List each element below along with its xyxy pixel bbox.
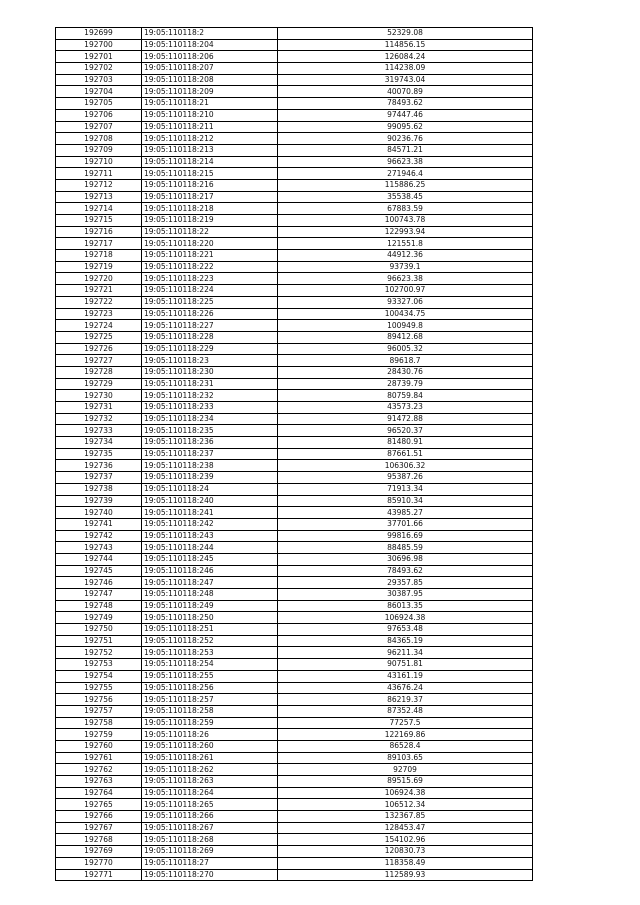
table-row	[56, 518, 533, 530]
cadastral-code-cell: 19:05:110118:213	[142, 144, 278, 156]
table-row	[56, 624, 533, 636]
table-row	[56, 261, 533, 273]
row-number-cell: 192719	[56, 261, 142, 273]
value-cell: 100743.78	[278, 215, 533, 227]
row-number-cell: 192751	[56, 635, 142, 647]
table-row	[56, 729, 533, 741]
row-number-cell: 192766	[56, 811, 142, 823]
cadastral-code-cell: 19:05:110118:244	[142, 542, 278, 554]
value-cell: 118358.49	[278, 857, 533, 869]
value-cell: 90751.81	[278, 659, 533, 671]
value-cell: 93327.06	[278, 296, 533, 308]
cadastral-code-cell: 19:05:110118:217	[142, 191, 278, 203]
row-number-cell: 192756	[56, 694, 142, 706]
row-number-cell: 192733	[56, 425, 142, 437]
table-row	[56, 156, 533, 168]
table-row	[56, 121, 533, 133]
cadastral-code-cell: 19:05:110118:211	[142, 121, 278, 133]
table-row	[56, 659, 533, 671]
cadastral-code-cell: 19:05:110118:224	[142, 285, 278, 297]
cadastral-code-cell: 19:05:110118:246	[142, 565, 278, 577]
table-row	[56, 51, 533, 63]
value-cell: 97447.46	[278, 109, 533, 121]
table-row	[56, 331, 533, 343]
value-cell: 122993.94	[278, 226, 533, 238]
table-row	[56, 717, 533, 729]
value-cell: 77257.5	[278, 717, 533, 729]
cadastral-code-cell: 19:05:110118:220	[142, 238, 278, 250]
table-row	[56, 705, 533, 717]
table-row	[56, 273, 533, 285]
value-cell: 78493.62	[278, 98, 533, 110]
row-number-cell: 192702	[56, 63, 142, 75]
row-number-cell: 192743	[56, 542, 142, 554]
row-number-cell: 192759	[56, 729, 142, 741]
cadastral-code-cell: 19:05:110118:209	[142, 86, 278, 98]
table-row	[56, 740, 533, 752]
value-cell: 88485.59	[278, 542, 533, 554]
cadastral-code-cell: 19:05:110118:245	[142, 553, 278, 565]
cadastral-code-cell: 19:05:110118:253	[142, 647, 278, 659]
cadastral-code-cell: 19:05:110118:247	[142, 577, 278, 589]
cadastral-code-cell: 19:05:110118:216	[142, 179, 278, 191]
table-row	[56, 413, 533, 425]
row-number-cell: 192753	[56, 659, 142, 671]
row-number-cell: 192703	[56, 74, 142, 86]
cadastral-code-cell: 19:05:110118:210	[142, 109, 278, 121]
table-row	[56, 320, 533, 332]
cadastral-code-cell: 19:05:110118:267	[142, 822, 278, 834]
cadastral-code-cell: 19:05:110118:228	[142, 331, 278, 343]
table-row	[56, 507, 533, 519]
cadastral-code-cell: 19:05:110118:252	[142, 635, 278, 647]
value-cell: 92709	[278, 764, 533, 776]
cadastral-code-cell: 19:05:110118:241	[142, 507, 278, 519]
cadastral-code-cell: 19:05:110118:250	[142, 612, 278, 624]
table-row	[56, 647, 533, 659]
row-number-cell: 192732	[56, 413, 142, 425]
row-number-cell: 192746	[56, 577, 142, 589]
row-number-cell: 192707	[56, 121, 142, 133]
value-cell: 120830.73	[278, 846, 533, 858]
value-cell: 67883.59	[278, 203, 533, 215]
row-number-cell: 192717	[56, 238, 142, 250]
table-row	[56, 390, 533, 402]
table-row	[56, 378, 533, 390]
table-row	[56, 296, 533, 308]
value-cell: 86219.37	[278, 694, 533, 706]
row-number-cell: 192735	[56, 448, 142, 460]
cadastral-code-cell: 19:05:110118:2	[142, 28, 278, 40]
row-number-cell: 192748	[56, 600, 142, 612]
cadastral-code-cell: 19:05:110118:234	[142, 413, 278, 425]
table-row	[56, 752, 533, 764]
row-number-cell: 192711	[56, 168, 142, 180]
table-row	[56, 834, 533, 846]
table-row	[56, 133, 533, 145]
row-number-cell: 192767	[56, 822, 142, 834]
table-row	[56, 483, 533, 495]
cadastral-code-cell: 19:05:110118:229	[142, 343, 278, 355]
row-number-cell: 192710	[56, 156, 142, 168]
table-row	[56, 238, 533, 250]
table-row	[56, 144, 533, 156]
cadastral-code-cell: 19:05:110118:258	[142, 705, 278, 717]
cadastral-code-cell: 19:05:110118:206	[142, 51, 278, 63]
row-number-cell: 192770	[56, 857, 142, 869]
cadastral-code-cell: 19:05:110118:270	[142, 869, 278, 881]
value-cell: 89103.65	[278, 752, 533, 764]
cadastral-code-cell: 19:05:110118:255	[142, 670, 278, 682]
value-cell: 86528.4	[278, 740, 533, 752]
row-number-cell: 192704	[56, 86, 142, 98]
value-cell: 96623.38	[278, 156, 533, 168]
row-number-cell: 192726	[56, 343, 142, 355]
value-cell: 87661.51	[278, 448, 533, 460]
value-cell: 99095.62	[278, 121, 533, 133]
table-row	[56, 553, 533, 565]
value-cell: 81480.91	[278, 437, 533, 449]
value-cell: 95387.26	[278, 472, 533, 484]
row-number-cell: 192730	[56, 390, 142, 402]
table-row	[56, 799, 533, 811]
cadastral-code-cell: 19:05:110118:26	[142, 729, 278, 741]
value-cell: 52329.08	[278, 28, 533, 40]
value-cell: 43161.19	[278, 670, 533, 682]
cadastral-code-cell: 19:05:110118:259	[142, 717, 278, 729]
table-row	[56, 285, 533, 297]
value-cell: 89618.7	[278, 355, 533, 367]
value-cell: 80759.84	[278, 390, 533, 402]
value-cell: 122169.86	[278, 729, 533, 741]
value-cell: 114238.09	[278, 63, 533, 75]
table-row	[56, 694, 533, 706]
cadastral-code-cell: 19:05:110118:269	[142, 846, 278, 858]
table-row	[56, 460, 533, 472]
row-number-cell: 192708	[56, 133, 142, 145]
row-number-cell: 192725	[56, 331, 142, 343]
row-number-cell: 192757	[56, 705, 142, 717]
cadastral-code-cell: 19:05:110118:260	[142, 740, 278, 752]
row-number-cell: 192760	[56, 740, 142, 752]
value-cell: 132367.85	[278, 811, 533, 823]
value-cell: 85910.34	[278, 495, 533, 507]
cadastral-code-cell: 19:05:110118:257	[142, 694, 278, 706]
table-row	[56, 857, 533, 869]
value-cell: 35538.45	[278, 191, 533, 203]
row-number-cell: 192742	[56, 530, 142, 542]
table-row	[56, 600, 533, 612]
row-number-cell: 192722	[56, 296, 142, 308]
row-number-cell: 192729	[56, 378, 142, 390]
value-cell: 319743.04	[278, 74, 533, 86]
value-cell: 97653.48	[278, 624, 533, 636]
data-table-body	[56, 28, 533, 881]
cadastral-code-cell: 19:05:110118:243	[142, 530, 278, 542]
table-row	[56, 635, 533, 647]
table-row	[56, 215, 533, 227]
row-number-cell: 192758	[56, 717, 142, 729]
cadastral-code-cell: 19:05:110118:239	[142, 472, 278, 484]
cadastral-code-cell: 19:05:110118:227	[142, 320, 278, 332]
value-cell: 121551.8	[278, 238, 533, 250]
value-cell: 96623.38	[278, 273, 533, 285]
table-row	[56, 425, 533, 437]
row-number-cell: 192700	[56, 39, 142, 51]
cadastral-code-cell: 19:05:110118:263	[142, 776, 278, 788]
value-cell: 96211.34	[278, 647, 533, 659]
table-row	[56, 589, 533, 601]
value-cell: 112589.93	[278, 869, 533, 881]
table-row	[56, 74, 533, 86]
cadastral-code-cell: 19:05:110118:238	[142, 460, 278, 472]
value-cell: 43676.24	[278, 682, 533, 694]
row-number-cell: 192715	[56, 215, 142, 227]
row-number-cell: 192750	[56, 624, 142, 636]
value-cell: 96520.37	[278, 425, 533, 437]
cadastral-code-cell: 19:05:110118:208	[142, 74, 278, 86]
row-number-cell: 192728	[56, 366, 142, 378]
value-cell: 28430.76	[278, 366, 533, 378]
cadastral-code-cell: 19:05:110118:236	[142, 437, 278, 449]
table-row	[56, 366, 533, 378]
cadastral-code-cell: 19:05:110118:21	[142, 98, 278, 110]
cadastral-code-cell: 19:05:110118:232	[142, 390, 278, 402]
row-number-cell: 192754	[56, 670, 142, 682]
row-number-cell: 192712	[56, 179, 142, 191]
value-cell: 28739.79	[278, 378, 533, 390]
table-row	[56, 179, 533, 191]
row-number-cell: 192752	[56, 647, 142, 659]
cadastral-code-cell: 19:05:110118:218	[142, 203, 278, 215]
value-cell: 37701.66	[278, 518, 533, 530]
table-row	[56, 109, 533, 121]
cadastral-code-cell: 19:05:110118:24	[142, 483, 278, 495]
table-row	[56, 250, 533, 262]
table-row	[56, 203, 533, 215]
table-row	[56, 846, 533, 858]
cadastral-code-cell: 19:05:110118:249	[142, 600, 278, 612]
table-row	[56, 542, 533, 554]
table-row	[56, 472, 533, 484]
table-row	[56, 811, 533, 823]
value-cell: 44912.36	[278, 250, 533, 262]
table-row	[56, 448, 533, 460]
cadastral-code-cell: 19:05:110118:214	[142, 156, 278, 168]
row-number-cell: 192771	[56, 869, 142, 881]
cadastral-code-cell: 19:05:110118:225	[142, 296, 278, 308]
cadastral-code-cell: 19:05:110118:266	[142, 811, 278, 823]
row-number-cell: 192718	[56, 250, 142, 262]
table-row	[56, 168, 533, 180]
table-row	[56, 612, 533, 624]
row-number-cell: 192736	[56, 460, 142, 472]
row-number-cell: 192709	[56, 144, 142, 156]
table-row	[56, 670, 533, 682]
row-number-cell: 192734	[56, 437, 142, 449]
cadastral-code-cell: 19:05:110118:251	[142, 624, 278, 636]
cadastral-code-cell: 19:05:110118:231	[142, 378, 278, 390]
cadastral-code-cell: 19:05:110118:221	[142, 250, 278, 262]
data-table	[55, 27, 533, 881]
cadastral-code-cell: 19:05:110118:262	[142, 764, 278, 776]
row-number-cell: 192768	[56, 834, 142, 846]
table-row	[56, 402, 533, 414]
table-row	[56, 495, 533, 507]
value-cell: 93739.1	[278, 261, 533, 273]
value-cell: 89412.68	[278, 331, 533, 343]
table-row	[56, 530, 533, 542]
row-number-cell: 192769	[56, 846, 142, 858]
value-cell: 86013.35	[278, 600, 533, 612]
row-number-cell: 192714	[56, 203, 142, 215]
value-cell: 30387.95	[278, 589, 533, 601]
cadastral-code-cell: 19:05:110118:265	[142, 799, 278, 811]
value-cell: 106924.38	[278, 787, 533, 799]
cadastral-code-cell: 19:05:110118:204	[142, 39, 278, 51]
row-number-cell: 192720	[56, 273, 142, 285]
value-cell: 40070.89	[278, 86, 533, 98]
row-number-cell: 192724	[56, 320, 142, 332]
row-number-cell: 192741	[56, 518, 142, 530]
cadastral-code-cell: 19:05:110118:256	[142, 682, 278, 694]
row-number-cell: 192727	[56, 355, 142, 367]
row-number-cell: 192705	[56, 98, 142, 110]
table-row	[56, 577, 533, 589]
cadastral-code-cell: 19:05:110118:240	[142, 495, 278, 507]
row-number-cell: 192706	[56, 109, 142, 121]
row-number-cell: 192762	[56, 764, 142, 776]
cadastral-code-cell: 19:05:110118:215	[142, 168, 278, 180]
value-cell: 99816.69	[278, 530, 533, 542]
value-cell: 71913.34	[278, 483, 533, 495]
table-row	[56, 98, 533, 110]
value-cell: 115886.25	[278, 179, 533, 191]
row-number-cell: 192699	[56, 28, 142, 40]
table-row	[56, 226, 533, 238]
cadastral-code-cell: 19:05:110118:233	[142, 402, 278, 414]
table-row	[56, 308, 533, 320]
value-cell: 100949.8	[278, 320, 533, 332]
row-number-cell: 192747	[56, 589, 142, 601]
table-row	[56, 86, 533, 98]
table-row	[56, 191, 533, 203]
table-row	[56, 343, 533, 355]
value-cell: 84571.21	[278, 144, 533, 156]
cadastral-code-cell: 19:05:110118:264	[142, 787, 278, 799]
cadastral-code-cell: 19:05:110118:242	[142, 518, 278, 530]
table-row	[56, 776, 533, 788]
row-number-cell: 192744	[56, 553, 142, 565]
table-row	[56, 63, 533, 75]
row-number-cell: 192765	[56, 799, 142, 811]
cadastral-code-cell: 19:05:110118:207	[142, 63, 278, 75]
value-cell: 87352.48	[278, 705, 533, 717]
cadastral-code-cell: 19:05:110118:248	[142, 589, 278, 601]
cadastral-code-cell: 19:05:110118:254	[142, 659, 278, 671]
row-number-cell: 192701	[56, 51, 142, 63]
table-row	[56, 787, 533, 799]
table-row	[56, 565, 533, 577]
cadastral-code-cell: 19:05:110118:212	[142, 133, 278, 145]
value-cell: 96005.32	[278, 343, 533, 355]
cadastral-code-cell: 19:05:110118:23	[142, 355, 278, 367]
cadastral-code-cell: 19:05:110118:235	[142, 425, 278, 437]
row-number-cell: 192761	[56, 752, 142, 764]
cadastral-code-cell: 19:05:110118:219	[142, 215, 278, 227]
value-cell: 43985.27	[278, 507, 533, 519]
row-number-cell: 192745	[56, 565, 142, 577]
cadastral-code-cell: 19:05:110118:222	[142, 261, 278, 273]
cadastral-code-cell: 19:05:110118:223	[142, 273, 278, 285]
table-row	[56, 355, 533, 367]
row-number-cell: 192740	[56, 507, 142, 519]
value-cell: 128453.47	[278, 822, 533, 834]
row-number-cell: 192764	[56, 787, 142, 799]
table-row	[56, 764, 533, 776]
value-cell: 30696.98	[278, 553, 533, 565]
row-number-cell: 192723	[56, 308, 142, 320]
table-row	[56, 28, 533, 40]
value-cell: 126084.24	[278, 51, 533, 63]
table-row	[56, 869, 533, 881]
table-row	[56, 822, 533, 834]
row-number-cell: 192716	[56, 226, 142, 238]
cadastral-code-cell: 19:05:110118:237	[142, 448, 278, 460]
row-number-cell: 192763	[56, 776, 142, 788]
value-cell: 90236.76	[278, 133, 533, 145]
value-cell: 89515.69	[278, 776, 533, 788]
value-cell: 102700.97	[278, 285, 533, 297]
cadastral-code-cell: 19:05:110118:230	[142, 366, 278, 378]
row-number-cell: 192738	[56, 483, 142, 495]
row-number-cell: 192731	[56, 402, 142, 414]
value-cell: 106306.32	[278, 460, 533, 472]
value-cell: 100434.75	[278, 308, 533, 320]
cadastral-code-cell: 19:05:110118:268	[142, 834, 278, 846]
value-cell: 106512.34	[278, 799, 533, 811]
row-number-cell: 192713	[56, 191, 142, 203]
value-cell: 29357.85	[278, 577, 533, 589]
value-cell: 271946.4	[278, 168, 533, 180]
value-cell: 91472.88	[278, 413, 533, 425]
value-cell: 84365.19	[278, 635, 533, 647]
value-cell: 43573.23	[278, 402, 533, 414]
table-row	[56, 437, 533, 449]
cadastral-code-cell: 19:05:110118:22	[142, 226, 278, 238]
cadastral-code-cell: 19:05:110118:226	[142, 308, 278, 320]
table-row	[56, 39, 533, 51]
value-cell: 106924.38	[278, 612, 533, 624]
cadastral-code-cell: 19:05:110118:261	[142, 752, 278, 764]
row-number-cell: 192749	[56, 612, 142, 624]
value-cell: 78493.62	[278, 565, 533, 577]
row-number-cell: 192755	[56, 682, 142, 694]
cadastral-code-cell: 19:05:110118:27	[142, 857, 278, 869]
value-cell: 154102.96	[278, 834, 533, 846]
table-row	[56, 682, 533, 694]
row-number-cell: 192737	[56, 472, 142, 484]
row-number-cell: 192721	[56, 285, 142, 297]
value-cell: 114856.15	[278, 39, 533, 51]
row-number-cell: 192739	[56, 495, 142, 507]
